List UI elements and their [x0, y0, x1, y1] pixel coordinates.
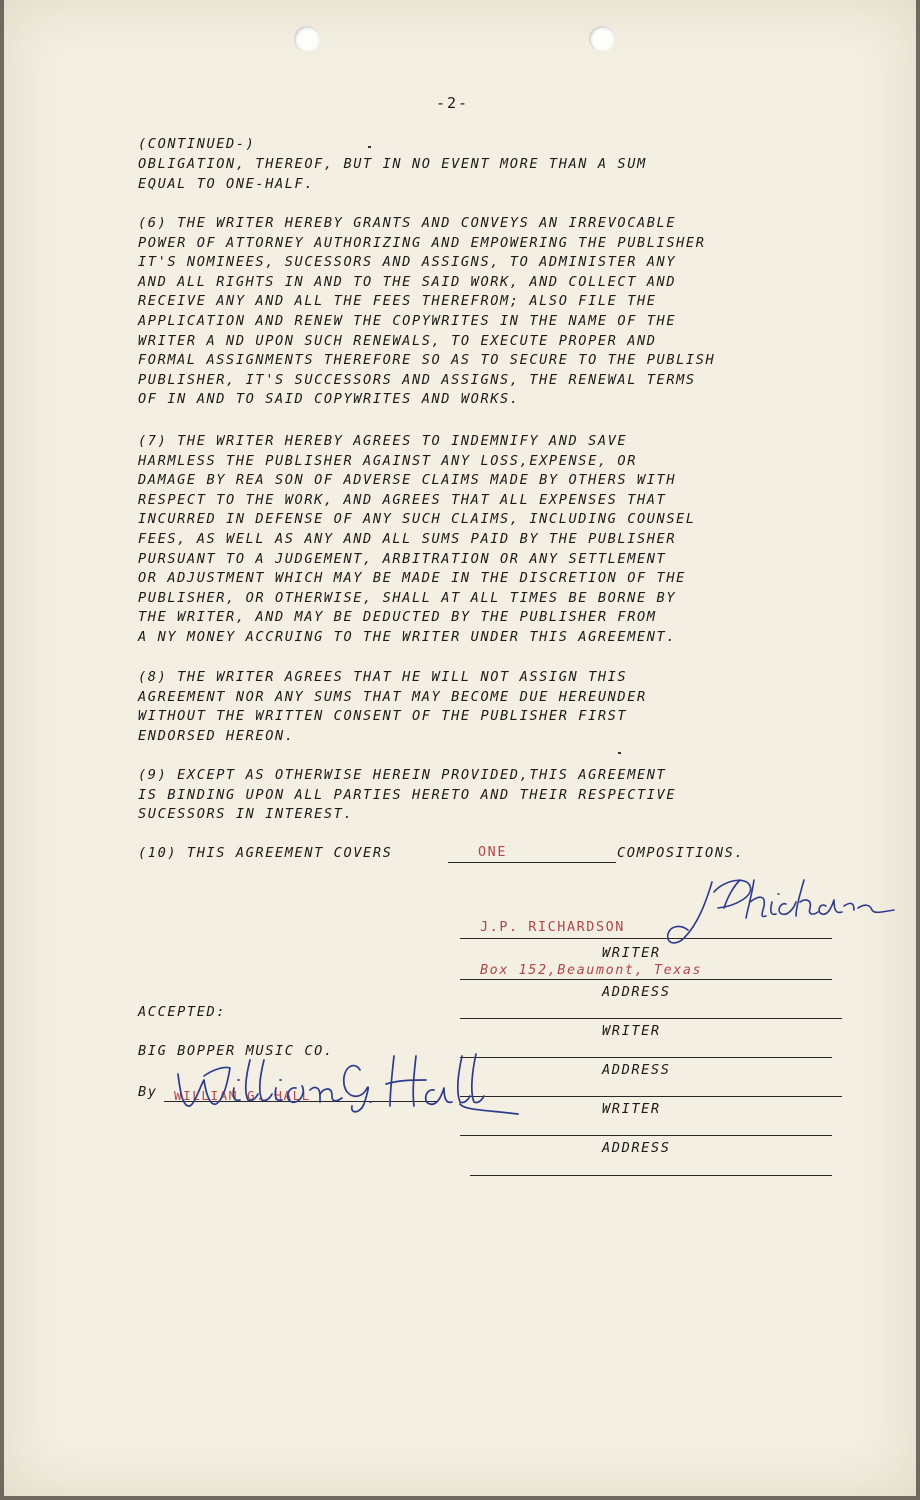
address-label-2: ADDRESS	[602, 1062, 671, 1078]
paragraph-continued: OBLIGATION, THEREOF, BUT IN NO EVENT MORE THAN A SUM EQUAL TO ONE-HALF.	[138, 156, 647, 192]
writer-line-2	[460, 1018, 842, 1019]
paragraph-8: (8) THE WRITER AGREES THAT HE WILL NOT ASSIGN THIS AGREEMENT NOR ANY SUMS THAT MAY BECOME DUE HEREUNDER WITHOUT THE WRITTEN CONSENT OF THE PUBLISHER FIRST ENDORSED HEREON.	[138, 669, 647, 744]
writer-label-1: WRITER	[602, 945, 661, 961]
writer-name-typed: J.P. RICHARDSON	[480, 920, 625, 935]
stray-mark	[368, 146, 371, 148]
page-number: -2-	[436, 94, 470, 112]
publisher-signature	[164, 1040, 524, 1120]
paragraph-7: (7) THE WRITER HEREBY AGREES TO INDEMNIFY AND SAVE HARMLESS THE PUBLISHER AGAINST ANY LOSS,EXPENSE, OR DAMAGE BY REA SON OF ADVERSE CLAIMS MADE BY OTHERS WITH RESPECT TO THE WORK, AND AGREES THAT ALL EXPENSES THAT INCURRED IN DEFENSE OF ANY SUCH CLAIMS, INCLUDING COUNSEL FEES, AS WELL AS ANY AND ALL SUMS PAID BY THE PUBLISHER PURSUANT TO A JUDGEMENT, ARBITRATION OR ANY SETTLEMENT OR ADJUSTMENT WHICH MAY BE MADE IN THE DISCRETION OF THE PUBLISHER, OR OTHERWISE, SHALL AT ALL TIMES BE BORNE BY THE WRITER, AND MAY BE DEDUCTED BY THE PUBLISHER FROM A NY MONEY ACCRUING TO THE WRITER UNDER THIS AGREEMENT.	[138, 433, 696, 645]
continued-heading: (CONTINUED-)	[138, 136, 256, 152]
writer-address-typed: Box 152,Beaumont, Texas	[480, 963, 703, 978]
company-name: BIG BOPPER MUSIC CO.	[138, 1043, 334, 1059]
clause-10-count-line	[448, 862, 616, 863]
accepted-label: ACCEPTED:	[138, 1004, 227, 1020]
address-label-3: ADDRESS	[602, 1140, 671, 1156]
writer-label-2: WRITER	[602, 1023, 661, 1039]
clause-10-count: ONE	[478, 845, 507, 860]
by-label: By	[138, 1084, 158, 1100]
punch-hole-right	[589, 26, 615, 52]
address-line-4	[470, 1175, 832, 1176]
clause-10-suffix: COMPOSITIONS.	[617, 845, 745, 861]
address-line-3	[460, 1135, 832, 1136]
address-line-1	[460, 979, 832, 980]
paragraph-6: (6) THE WRITER HEREBY GRANTS AND CONVEYS AN IRREVOCABLE POWER OF ATTORNEY AUTHORIZING AND EMPOWERING THE PUBLISHER IT'S NOMINEES, SUCESSORS AND ASSIGNS, TO ADMINISTER ANY AND ALL RIGHTS IN AND TO THE SAID WORK, AND COLLECT AND RECEIVE ANY AND ALL THE FEES THEREFROM; ALSO FILE THE APPLICATION AND RENEW THE COPYWRITES IN THE NAME OF THE WRITER A ND UPON SUCH RENEWALS, TO EXECUTE PROPER AND FORMAL ASSIGNMENTS THEREFORE SO AS TO SECURE TO THE PUBLISH PUBLISHER, IT'S SUCCESSORS AND ASSIGNS, THE RENEWAL TERMS OF IN AND TO SAID COPYWRITES AND WORKS.	[138, 215, 716, 408]
punch-hole-left	[294, 26, 320, 52]
stray-mark	[618, 752, 621, 754]
address-label-1: ADDRESS	[602, 984, 671, 1000]
writer-label-3: WRITER	[602, 1101, 661, 1117]
writer-signature	[654, 872, 904, 952]
signer-name-typed: WILLIAM G. HALL	[174, 1088, 311, 1103]
document-page	[4, 0, 916, 1496]
clause-10-prefix: (10) THIS AGREEMENT COVERS	[138, 845, 393, 861]
paragraph-9: (9) EXCEPT AS OTHERWISE HEREIN PROVIDED,THIS AGREEMENT IS BINDING UPON ALL PARTIES HERETO AND THEIR RESPECTIVE SUCESSORS IN INTEREST.	[138, 767, 677, 823]
